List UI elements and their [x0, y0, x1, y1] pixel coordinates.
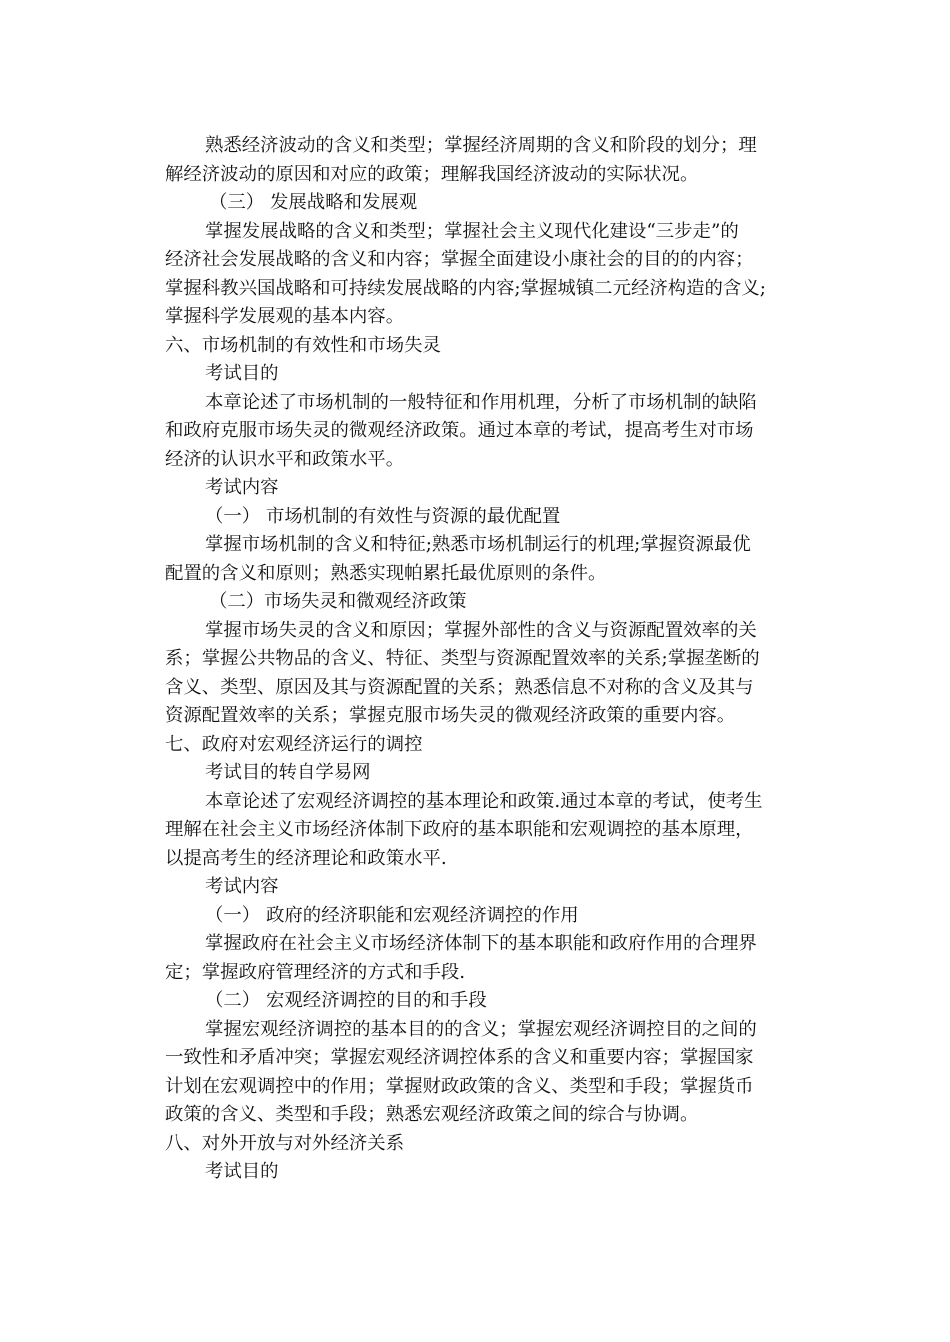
text-line: 掌握宏观经济调控的基本目的的含义；掌握宏观经济调控目的之间的	[205, 1018, 757, 1040]
text-line: 熟悉经济波动的含义和类型；掌握经济周期的含义和阶段的划分；理	[205, 135, 757, 156]
text-line: 掌握政府在社会主义市场经济体制下的基本职能和政府作用的合理界	[205, 933, 757, 954]
text-line: 一致性和矛盾冲突；掌握宏观经济调控体系的含义和重要内容；掌握国家	[165, 1047, 754, 1068]
text-line: 以提高考生的经济理论和政策水平.	[165, 847, 447, 869]
text-line: 考试目的	[205, 1161, 279, 1182]
text-line: 考试目的	[205, 363, 279, 384]
text-line: 经济社会发展战略的含义和内容；掌握全面建设小康社会的目的的内容；	[165, 249, 754, 270]
text-line: （一） 政府的经济职能和宏观经济调控的作用	[205, 904, 579, 926]
text-line: （二） 宏观经济调控的目的和手段	[205, 990, 487, 1011]
document-body	[165, 132, 790, 1187]
text-line: 考试内容	[205, 876, 279, 897]
text-line: 计划在宏观调控中的作用；掌握财政政策的含义、类型和手段；掌握货币	[165, 1075, 754, 1097]
text-line: （一） 市场机制的有效性与资源的最优配置	[205, 505, 561, 527]
text-line: 配置的含义和原则；熟悉实现帕累托最优原则的条件。	[165, 562, 607, 584]
text-line: 考试内容	[205, 477, 279, 498]
text-line: 掌握科教兴国战略和可持续发展战略的内容;掌握城镇二元经济构造的含义;	[165, 277, 766, 299]
text-line: （三） 发展战略和发展观	[209, 192, 418, 213]
text-line: 本章论述了市场机制的一般特征和作用机理，分析了市场机制的缺陷	[205, 391, 757, 413]
text-line: 系；掌握公共物品的含义、特征、类型与资源配置效率的关系;掌握垄断的	[165, 648, 760, 669]
text-line: 经济的认识水平和政策水平。	[165, 448, 405, 470]
text-line: 八、对外开放与对外经济关系	[165, 1132, 405, 1154]
text-line: 考试目的转自学易网	[205, 762, 371, 783]
text-line: 含义、类型、原因及其与资源配置的关系；熟悉信息不对称的含义及其与	[165, 676, 754, 698]
text-line: 本章论述了宏观经济调控的基本理论和政策.通过本章的考试，使考生	[205, 790, 763, 812]
text-line: （二）市场失灵和微观经济政策	[209, 591, 467, 612]
text-line: 解经济波动的原因和对应的政策；理解我国经济波动的实际状况。	[165, 163, 699, 185]
text-line: 理解在社会主义市场经济体制下政府的基本职能和宏观调控的基本原理，	[165, 819, 754, 840]
text-line: 七、政府对宏观经济运行的调控	[165, 733, 423, 755]
text-line: 掌握市场机制的含义和特征;熟悉市场机制运行的机理;掌握资源最优	[205, 534, 751, 555]
text-line: 六、市场机制的有效性和市场失灵	[165, 334, 441, 356]
text-line: 掌握科学发展观的基本内容。	[165, 306, 405, 327]
text-line: 和政府克服市场失灵的微观经济政策。通过本章的考试，提高考生对市场	[165, 420, 754, 441]
text-line: 资源配置效率的关系；掌握克服市场失灵的微观经济政策的重要内容。	[165, 705, 736, 726]
text-line: 掌握市场失灵的含义和原因；掌握外部性的含义与资源配置效率的关	[205, 619, 757, 641]
text-line: 政策的含义、类型和手段；熟悉宏观经济政策之间的综合与协调。	[165, 1104, 699, 1125]
text-line: 定；掌握政府管理经济的方式和手段.	[165, 961, 466, 983]
text-line: 掌握发展战略的含义和类型；掌握社会主义现代化建设“三步走”的	[205, 220, 739, 242]
